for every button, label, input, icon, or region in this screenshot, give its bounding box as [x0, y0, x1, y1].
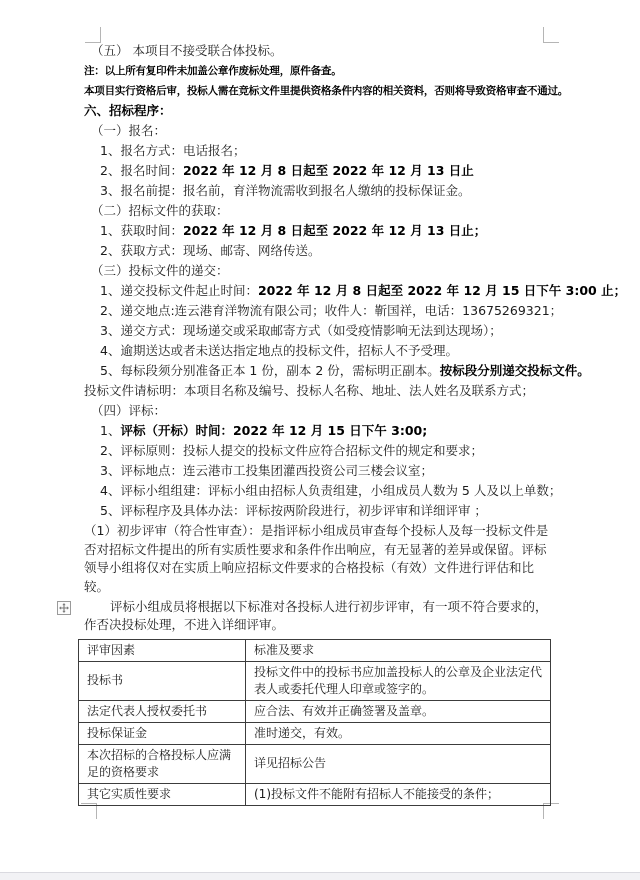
text-segment: 2022 年 12 月 8 日起至 2022 年 12 月 13 日止；: [182, 223, 487, 238]
text-segment: 2、获取方式：现场、邮寄、网络传送。: [100, 243, 321, 258]
text-segment: （一）报名：: [91, 123, 167, 138]
table-row: [79, 661, 551, 700]
text-segment: 1、报名方式：电话报名；: [100, 143, 246, 158]
paragraph: [100, 242, 556, 261]
text-segment: 六、招标程序：: [84, 103, 172, 118]
text-segment: （二）招标文件的获取：: [91, 203, 229, 218]
paragraph: [100, 322, 556, 341]
requirement-cell: (1)投标文件不能附有招标人不能接受的条件；: [246, 783, 551, 805]
text-segment: 本项目实行资格后审，投标人需在竞标文件里提供资格条件内容的相关资料，否则将导致资格审查不通过。: [84, 85, 569, 97]
table-row: [79, 700, 551, 722]
text-segment: 5、每标段须分别准备正本 1 份，副本 2 份，需标明正副本。: [100, 363, 440, 378]
paragraph: [91, 262, 556, 281]
paragraph: [84, 382, 556, 401]
header-cell-factor: 评审因素: [79, 639, 246, 661]
table-row: [79, 783, 551, 805]
paragraph: [100, 342, 556, 361]
table-row: [79, 722, 551, 744]
criteria-cell: 法定代表人授权委托书: [79, 700, 246, 722]
text-segment: 按标段分别递交投标文件。: [439, 363, 590, 378]
text-segment: 投标文件请标明：本项目名称及编号、投标人名称、地址、法人姓名及联系方式；: [84, 383, 535, 398]
review-table-body: [79, 661, 551, 805]
paragraph: [100, 182, 556, 201]
table-header-row: [79, 639, 551, 661]
table-row: [79, 744, 551, 783]
paragraph: [100, 502, 556, 521]
text-segment: （五） 本项目不接受联合体投标。: [91, 43, 283, 58]
requirement-cell: 准时递交，有效。: [246, 722, 551, 744]
text-segment: 5、评标程序及具体办法：评标按两阶段进行，初步评审和详细评审 ；: [100, 503, 487, 518]
paragraph: [91, 122, 556, 141]
paragraph: [84, 62, 556, 81]
criteria-cell: 投标保证金: [79, 722, 246, 744]
header-cell-requirement: 标准及要求: [246, 639, 551, 661]
paragraph: [100, 282, 627, 301]
paragraph: [100, 362, 590, 381]
text-segment: 3、递交方式：现场递交或采取邮寄方式（如受疫情影响无法到达现场）；: [100, 323, 502, 338]
paragraph: [100, 462, 556, 481]
text-segment: 评标（开标）时间：2022 年 12 月 15 日下午 3:00;: [120, 423, 428, 438]
text-segment: （三）投标文件的递交：: [91, 263, 229, 278]
text-segment: 4、评标小组组建：评标小组由招标人负责组建，小组成员人数为 5 人及以上单数；: [100, 483, 562, 498]
text-segment: 1、递交投标文件起止时间：: [100, 283, 258, 298]
margin-crop-mark-top-left: [85, 27, 101, 43]
paragraph: [84, 598, 556, 635]
paragraph: [84, 82, 569, 101]
text-segment: （四）评标：: [91, 403, 167, 418]
text-segment: 2022 年 12 月 8 日起至 2022 年 12 月 15 日下午 3:00 止；: [257, 283, 627, 298]
text-segment: 3、报名前提：报名前，育洋物流需收到报名人缴纳的投标保证金。: [100, 183, 471, 198]
requirement-cell: 投标文件中的投标书应加盖投标人的公章及企业法定代表人或委托代理人印章或签字的。: [246, 661, 551, 700]
text-segment: 2、递交地点:连云港育洋物流有限公司；收件人：靳国祥，电话：13675269321；: [100, 303, 563, 318]
text-segment: 2022 年 12 月 8 日起至 2022 年 12 月 13 日止: [182, 163, 474, 178]
paragraph: [100, 162, 556, 181]
paragraph: [100, 422, 556, 441]
paragraph: [100, 222, 556, 241]
paragraph: [84, 102, 556, 121]
text-segment: （1）初步评审（符合性审查）：是指评标小组成员审查每个投标人及每一投标文件是否对招标文件提出的所有实质性要求和条件作出响应，有无显著的差异或保留。评标领导小组将仅对在实质上响应招标文件要求的合格投标（有效）文件进行评估和比较。: [84, 523, 549, 594]
paragraphs: [84, 42, 627, 635]
paragraph: [91, 42, 556, 61]
criteria-cell: 其它实质性要求: [79, 783, 246, 805]
paragraph: [100, 482, 562, 501]
text-segment: 1、: [100, 423, 121, 438]
text-segment: 2、报名时间：: [100, 163, 183, 178]
paragraph: [84, 522, 556, 596]
four-way-arrow-icon: [59, 603, 69, 613]
requirement-cell: 应合法、有效并正确签署及盖章。: [246, 700, 551, 722]
requirement-cell: 详见招标公告: [246, 744, 551, 783]
paragraph: [100, 442, 556, 461]
text-segment: 评标小组成员将根据以下标准对各投标人进行初步评审，有一项不符合要求的，作否决投标处理，不进入详细评审。: [84, 598, 548, 632]
text-segment: 注：以上所有复印件未加盖公章作废标处理，原件备查。: [84, 65, 342, 77]
margin-crop-mark-top-right: [543, 27, 559, 43]
review-criteria-table: [78, 639, 551, 806]
paragraph: [91, 402, 556, 421]
paragraph: [91, 202, 556, 221]
text-segment: 1、获取时间：: [100, 223, 183, 238]
text-segment: 3、评标地点：连云港市工投集团灌西投资公司三楼会议室；: [100, 463, 433, 478]
criteria-cell: 投标书: [79, 661, 246, 700]
criteria-cell: 本次招标的合格投标人应满足的资格要求: [79, 744, 246, 783]
page-gap: [0, 872, 640, 880]
table-move-handle[interactable]: [57, 601, 71, 615]
paragraph: [100, 142, 556, 161]
paragraph: [100, 302, 563, 321]
text-segment: 2、评标原则：投标人提交的投标文件应符合招标文件的规定和要求；: [100, 443, 483, 458]
document-body: [84, 42, 627, 806]
text-segment: 4、逾期送达或者未送达指定地点的投标文件，招标人不予受理。: [100, 343, 458, 358]
